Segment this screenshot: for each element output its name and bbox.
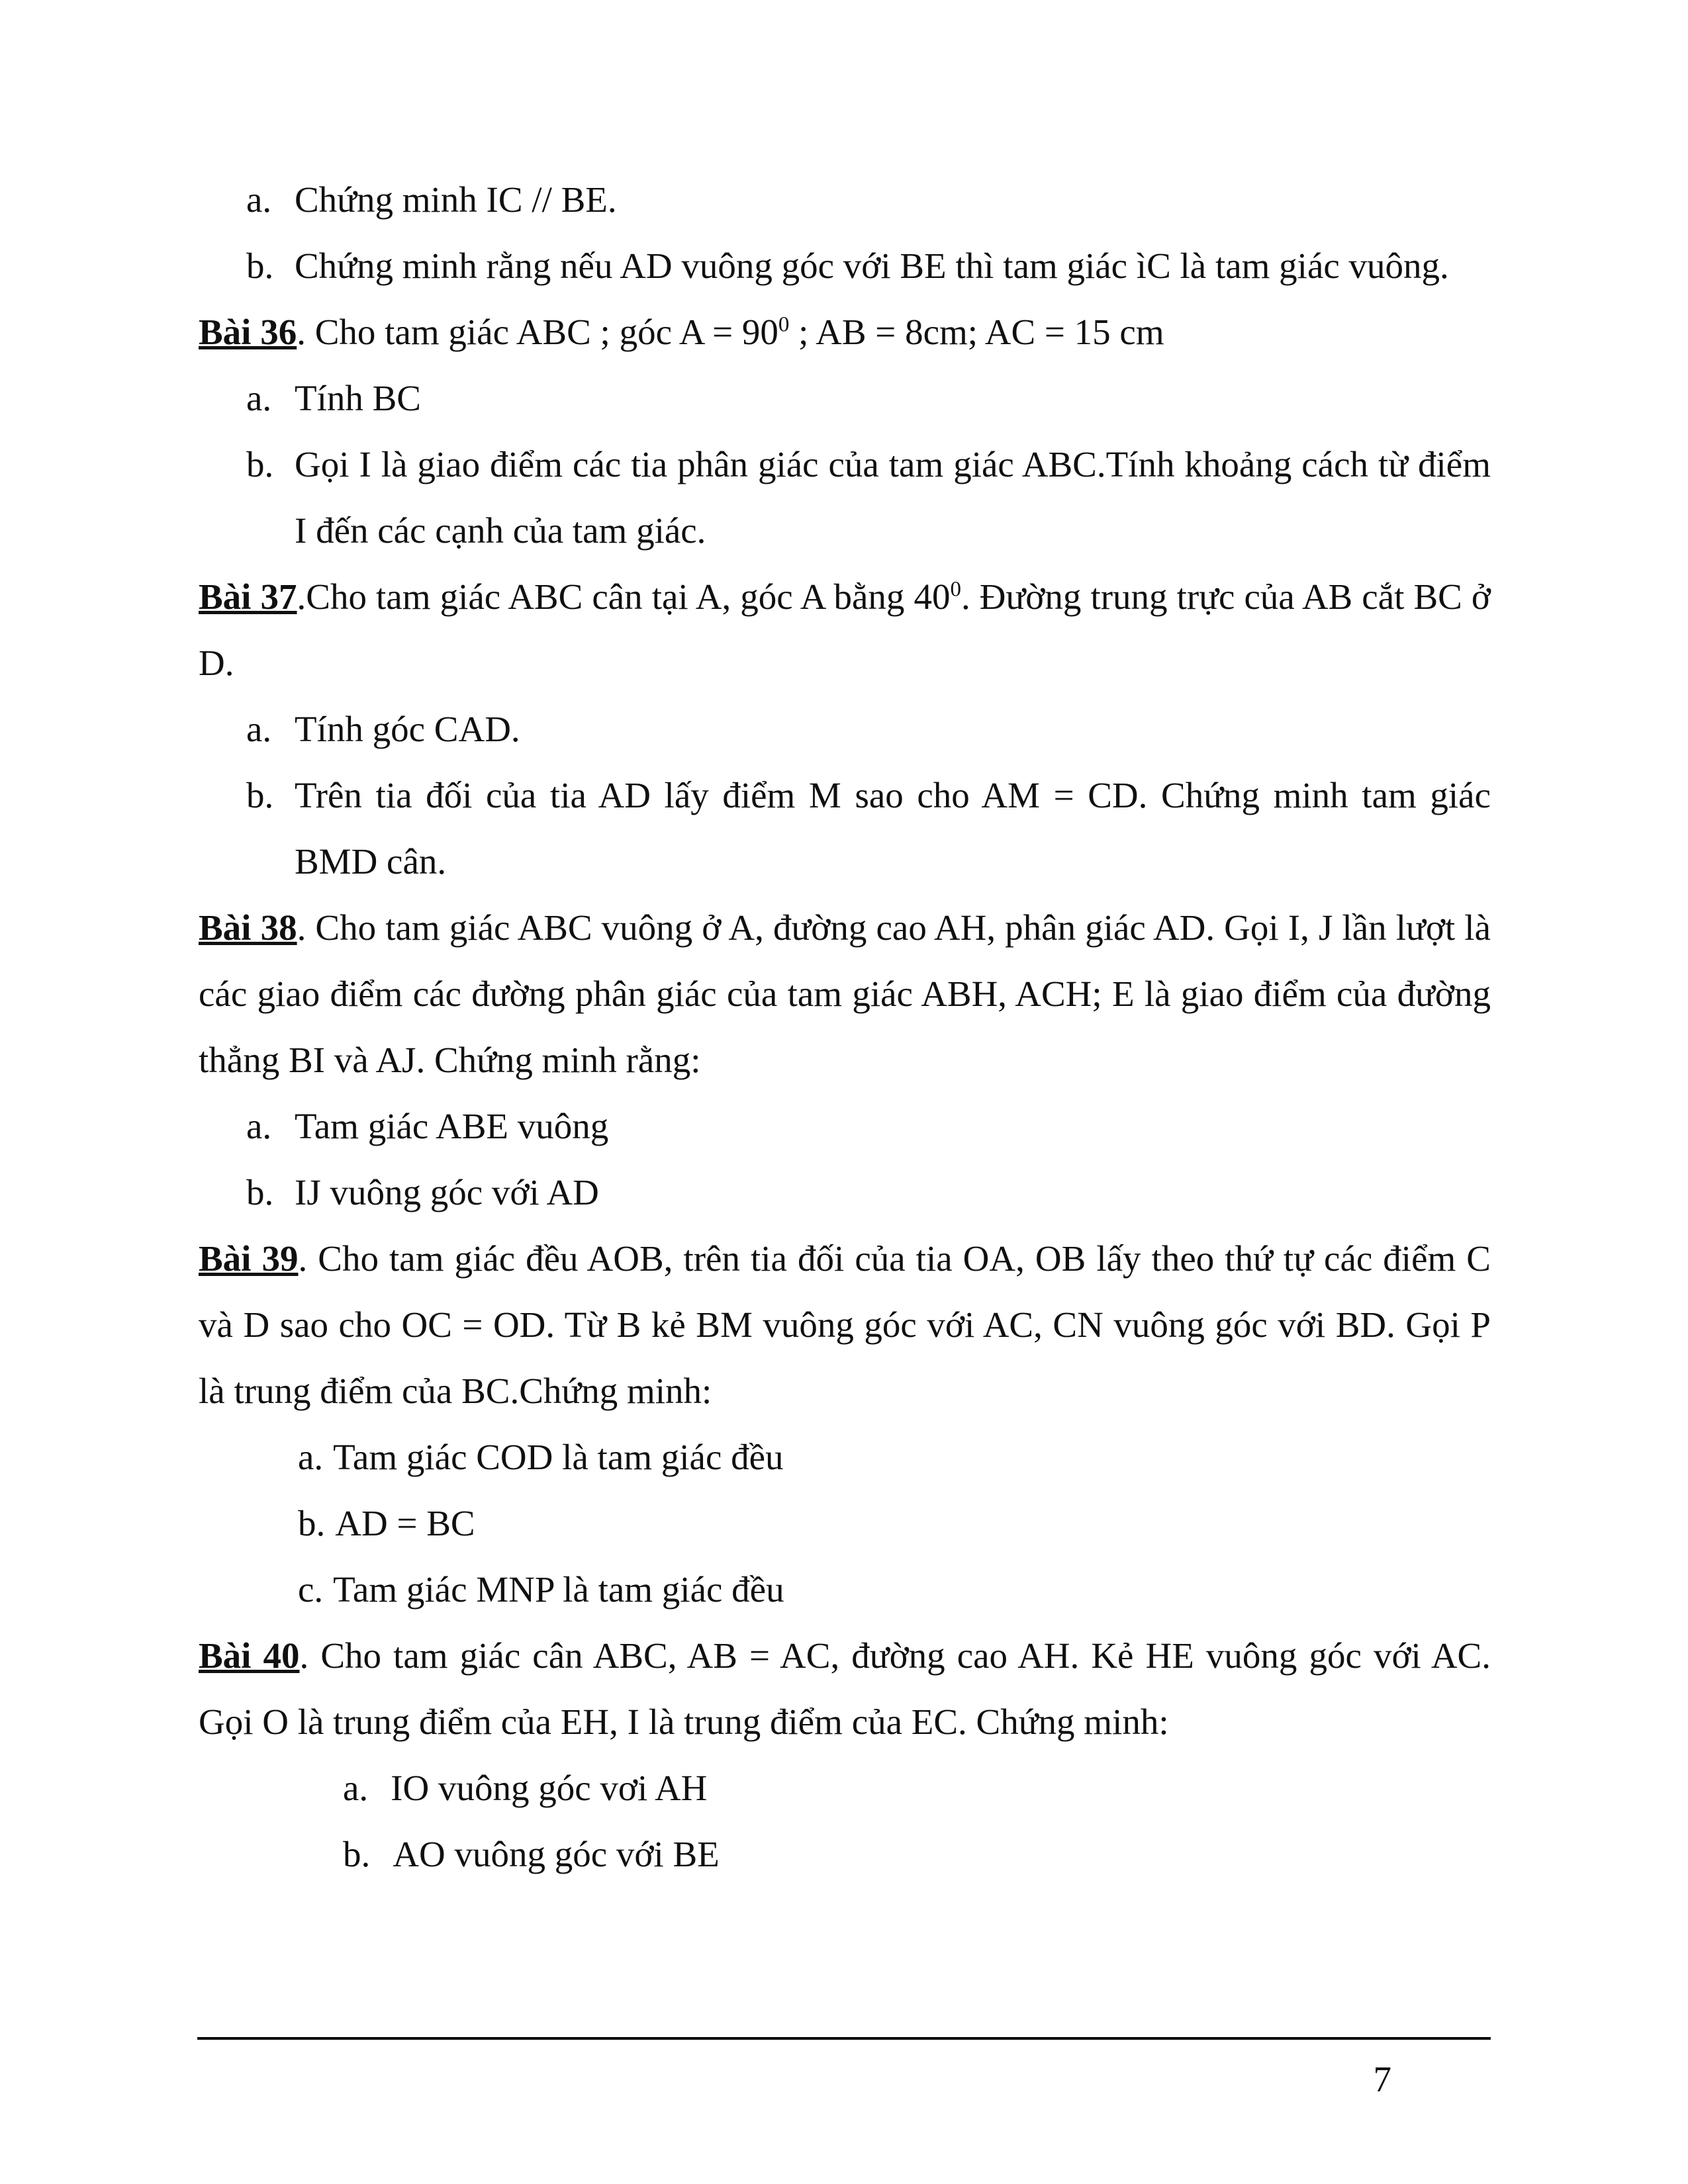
list-item-text bbox=[295, 233, 1491, 299]
list-item-text bbox=[295, 1093, 1491, 1160]
list-item bbox=[343, 1821, 1491, 1888]
list-item bbox=[246, 233, 1491, 299]
text-segment: . Cho tam giác ABC vuông ở A, đường cao AH, phân giác AD. Gọi I, J lần lượt là các giao điểm các đường phân giác của tam giác ABH, ACH; E là giao điểm của đường thẳng BI và AJ. Chứng minh rằng: bbox=[199, 907, 1491, 1080]
superscript-text: 0 bbox=[778, 312, 790, 337]
text-segment: AD = BC bbox=[335, 1503, 475, 1543]
list-item bbox=[246, 1093, 1491, 1160]
text-segment: Tính góc CAD. bbox=[295, 709, 520, 749]
list-item-label: b. bbox=[246, 444, 274, 484]
page-number: 7 bbox=[1373, 2059, 1391, 2099]
list-item-label: a. bbox=[246, 179, 272, 220]
list-item-label: a. bbox=[246, 709, 272, 749]
problem-list bbox=[199, 1755, 1491, 1888]
list-item-label: a. bbox=[246, 378, 272, 418]
list-item-label: b. bbox=[246, 246, 274, 286]
list-item-label: c. bbox=[298, 1569, 324, 1610]
list-item bbox=[246, 762, 1491, 895]
text-segment: Chứng minh IC // BE. bbox=[295, 179, 617, 220]
text-segment: AO vuông góc với BE bbox=[393, 1834, 720, 1874]
list-item bbox=[298, 1490, 1491, 1557]
list-item bbox=[298, 1557, 1491, 1623]
list-item-text bbox=[335, 1490, 1491, 1557]
list-item-text bbox=[295, 167, 1491, 233]
problem-paragraph bbox=[199, 895, 1491, 1093]
list-item bbox=[343, 1755, 1491, 1821]
text-segment: IJ vuông góc với AD bbox=[295, 1172, 599, 1212]
text-segment: Bài 36 bbox=[199, 312, 297, 352]
problem-list bbox=[199, 365, 1491, 564]
superscript-text: 0 bbox=[950, 577, 961, 602]
list-item-label: a. bbox=[246, 1106, 272, 1146]
list-item-text bbox=[295, 762, 1491, 895]
text-segment: Bài 38 bbox=[199, 907, 297, 948]
text-segment: Tam giác COD là tam giác đều bbox=[333, 1437, 784, 1477]
list-item bbox=[246, 167, 1491, 233]
list-item-text bbox=[295, 1160, 1491, 1226]
list-item-label: b. bbox=[246, 1172, 274, 1212]
text-segment: .Cho tam giác ABC cân tại A, góc A bằng 40 bbox=[297, 576, 951, 617]
list-item-text bbox=[295, 696, 1491, 762]
text-segment: Gọi I là giao điểm các tia phân giác của tam giác ABC.Tính khoảng cách từ điểm I đến các cạnh của tam giác. bbox=[295, 444, 1491, 551]
problem-list bbox=[199, 1093, 1491, 1226]
footer-rule bbox=[197, 2037, 1491, 2040]
list-item-text bbox=[295, 365, 1491, 432]
list-item-label: b. bbox=[246, 775, 274, 815]
list-item-label: b. bbox=[343, 1834, 371, 1874]
list-item-label: a. bbox=[343, 1768, 369, 1808]
problem-paragraph bbox=[199, 1226, 1491, 1424]
list-item-text bbox=[333, 1424, 1491, 1490]
text-segment: . Cho tam giác đều AOB, trên tia đối của tia OA, OB lấy theo thứ tự các điểm C và D sao cho OC = OD. Từ B kẻ BM vuông góc với AC, CN vuông góc với BD. Gọi P là trung điểm của BC.Chứng minh: bbox=[199, 1238, 1491, 1411]
list-item-text bbox=[393, 1821, 1491, 1888]
problem-list bbox=[199, 167, 1491, 299]
text-segment: Tam giác MNP là tam giác đều bbox=[333, 1569, 784, 1610]
list-item bbox=[246, 1160, 1491, 1226]
list-item bbox=[298, 1424, 1491, 1490]
text-segment: Tính BC bbox=[295, 378, 421, 418]
list-item-label: a. bbox=[298, 1437, 324, 1477]
text-segment: Bài 40 bbox=[199, 1635, 300, 1676]
text-segment: . Đường trung trực của AB cắt BC ở D. bbox=[199, 576, 1491, 683]
problem-list bbox=[199, 696, 1491, 895]
list-item bbox=[246, 696, 1491, 762]
problem-paragraph bbox=[199, 299, 1491, 365]
text-segment: Chứng minh rằng nếu AD vuông góc với BE thì tam giác ìC là tam giác vuông. bbox=[295, 246, 1449, 286]
problem-paragraph bbox=[199, 1623, 1491, 1755]
text-segment: Trên tia đối của tia AD lấy điểm M sao cho AM = CD. Chứng minh tam giác BMD cân. bbox=[295, 775, 1491, 882]
document-body bbox=[199, 167, 1491, 1888]
text-segment: . Cho tam giác cân ABC, AB = AC, đường cao AH. Kẻ HE vuông góc với AC. Gọi O là trung điểm của EH, I là trung điểm của EC. Chứng minh: bbox=[199, 1635, 1491, 1742]
text-segment: IO vuông góc vơi AH bbox=[391, 1768, 708, 1808]
text-segment: Bài 39 bbox=[199, 1238, 299, 1279]
problem-paragraph bbox=[199, 564, 1491, 696]
list-item-text bbox=[391, 1755, 1491, 1821]
problem-list bbox=[199, 1424, 1491, 1623]
text-segment: . Cho tam giác ABC ; góc A = 90 bbox=[297, 312, 778, 352]
text-segment: Bài 37 bbox=[199, 576, 297, 617]
list-item-label: b. bbox=[298, 1503, 326, 1543]
text-segment: Tam giác ABE vuông bbox=[295, 1106, 609, 1146]
list-item bbox=[246, 365, 1491, 432]
text-segment: ; AB = 8cm; AC = 15 cm bbox=[789, 312, 1164, 352]
list-item bbox=[246, 432, 1491, 564]
list-item-text bbox=[295, 432, 1491, 564]
list-item-text bbox=[333, 1557, 1491, 1623]
